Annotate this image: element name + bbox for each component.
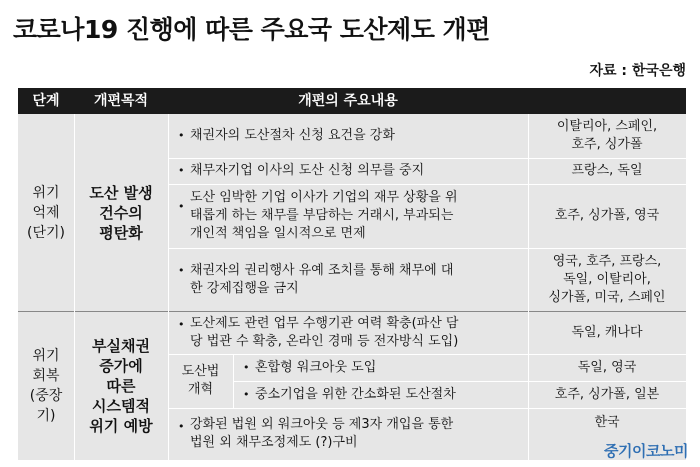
table-row-countries: 프랑스, 독일 [571, 163, 643, 178]
table-row-content: • 도산제도 관련 업무 수행기관 여력 확충(파산 담 당 법관 수 확충, 온라인 경매 등 전자방식 도입) [178, 315, 459, 349]
goal-prevent-systemic-crisis: 부실채권 증가에 따른 시스템적 위기 예방 [89, 336, 153, 435]
stage-short-term: 위기 억제 (단기) [27, 184, 65, 241]
bullet-icon: • [178, 129, 185, 142]
table-row-countries: 독일, 영국 [577, 359, 637, 375]
table-row-content: • 혼합형 워크아웃 도입 [243, 359, 377, 375]
bullet-icon: • [178, 420, 185, 433]
table-row-content: • 채무자기업 이사의 도산 신청 의무를 중지 [178, 163, 425, 178]
table-row-content: • 강화된 법원 외 워크아웃 등 제3자 개입을 통한 법원 외 채무조정제도 (?)구비 [178, 417, 454, 450]
table-row-countries: 한국 [594, 415, 620, 430]
bullet-icon: • [178, 318, 185, 331]
table-row-countries: 이탈리아, 스페인, 호주, 싱가폴 [556, 119, 658, 152]
table-header [18, 88, 686, 114]
bullet-icon: • [178, 200, 185, 213]
table-row-content: • 중소기업을 위한 간소화된 도산절차 [243, 386, 456, 402]
bullet-icon: • [243, 360, 250, 374]
sub-label-insolvency-reform: 도산법 개혁 [181, 364, 220, 397]
table-row-content: • 채권자의 도산절차 신청 요건을 강화 [178, 128, 395, 143]
table-row-countries: 호주, 싱가폴, 일본 [554, 386, 660, 402]
bullet-icon: • [178, 164, 185, 177]
header-goal: 개편목적 [93, 93, 149, 109]
watermark-logo: 중기이코노미 [604, 442, 688, 460]
goal-flatten-bankruptcies: 도산 발생 건수의 평탄화 [89, 183, 153, 242]
table-row-countries: 영국, 호주, 프랑스, 독일, 이탈리아, 싱가폴, 미국, 스페인 [548, 253, 666, 305]
table-row-content: • 도산 임박한 기업 이사가 기업의 재무 상황을 위 태롭게 하는 채무를 부담하는 거래시, 부과되는 개인적 책임을 일시적으로 면제 [178, 190, 458, 241]
table-row-countries: 호주, 싱가폴, 영국 [554, 208, 660, 223]
source-note: 자료 : 한국은행 [589, 63, 686, 79]
table-row-countries: 독일, 캐나다 [571, 324, 643, 340]
stage-mid-long-term: 위기 회복 (중장 기) [29, 347, 63, 424]
header-content: 개편의 주요내용 [298, 93, 398, 109]
table-row-content: • 채권자의 권리행사 유예 조치를 통해 채무에 대 한 강제집행을 금지 [178, 262, 454, 296]
header-stage: 단계 [32, 93, 60, 109]
page-title: 코로나19 진행에 따른 주요국 도산제도 개편 [13, 15, 490, 44]
reform-table [18, 88, 686, 460]
bullet-icon: • [243, 387, 250, 401]
bullet-icon: • [178, 264, 185, 277]
